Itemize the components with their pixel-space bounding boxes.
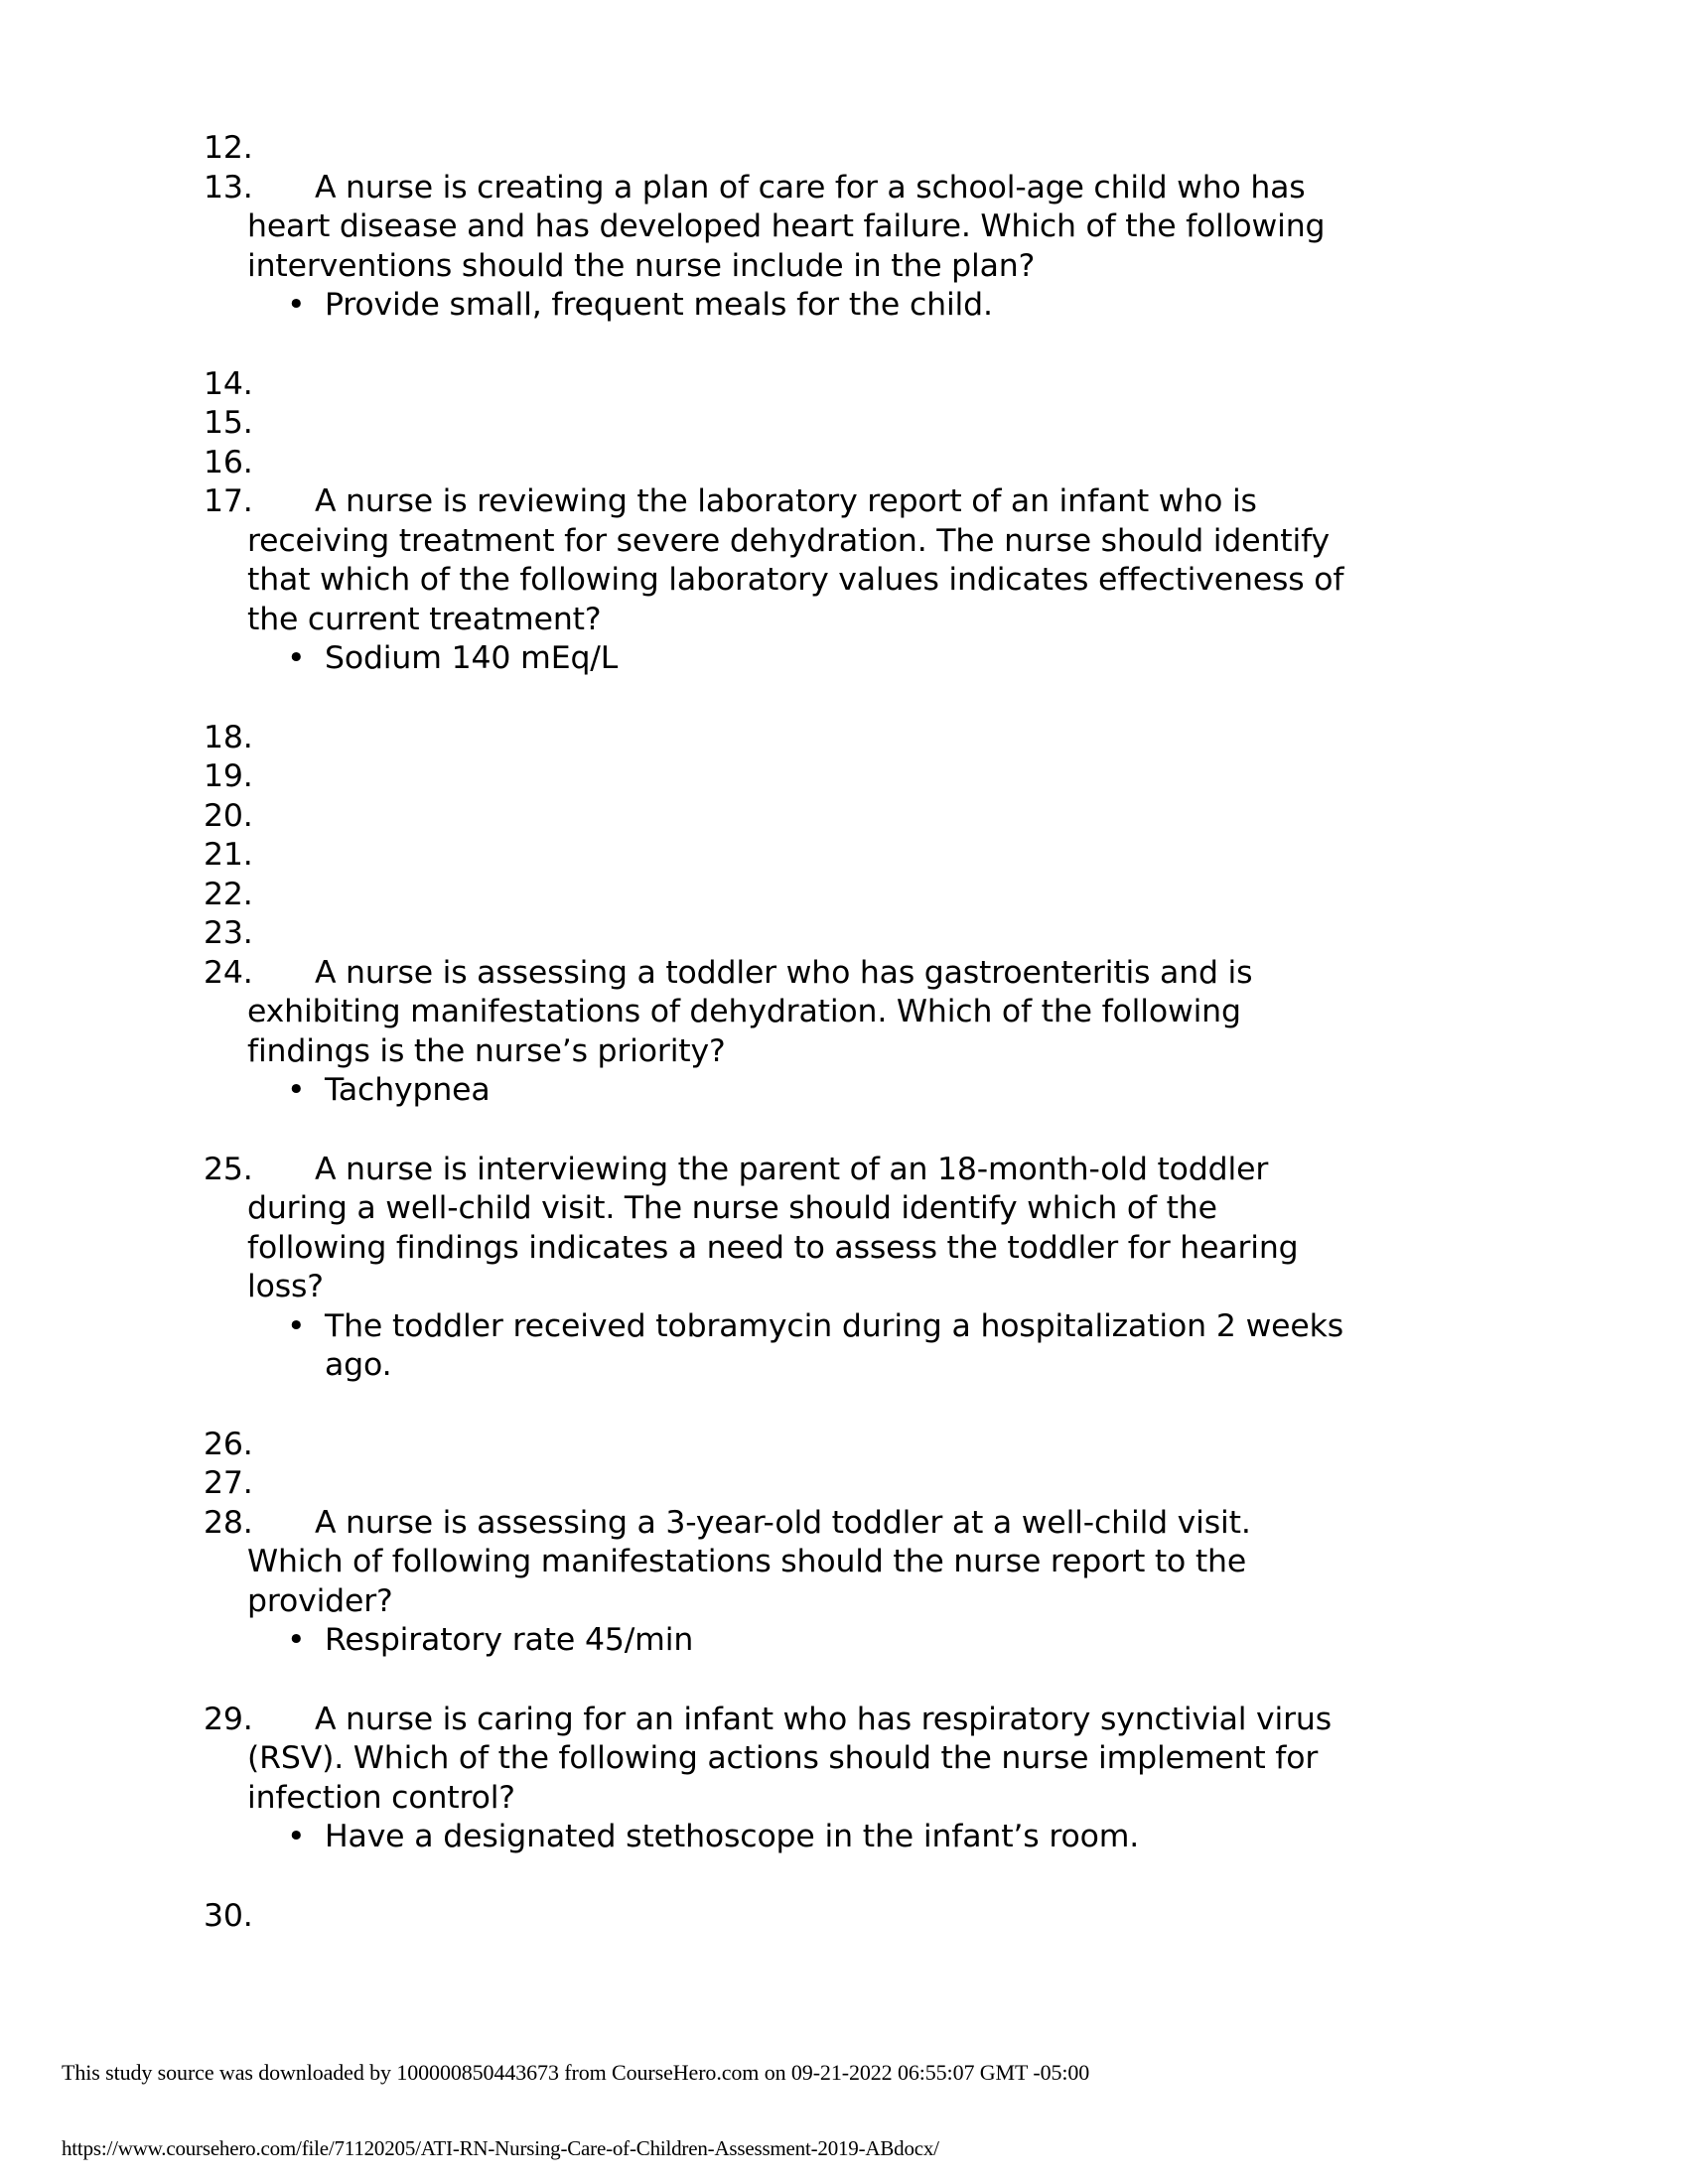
answer-text: Respiratory rate 45/min — [325, 1622, 694, 1658]
question-item — [204, 836, 1355, 876]
question-number: 22. — [204, 876, 253, 912]
question-item — [204, 876, 1355, 915]
question-number: 26. — [204, 1426, 253, 1462]
question-item — [204, 797, 1355, 837]
question-number: 18. — [204, 719, 253, 755]
answer-bullet — [247, 1307, 1355, 1386]
paragraph-spacer — [204, 1857, 1355, 1897]
question-text — [247, 365, 1355, 405]
answer-bullet — [247, 1071, 1355, 1111]
question-text — [247, 719, 1355, 758]
question-text — [247, 129, 1355, 169]
question-text — [247, 444, 1355, 483]
question-item — [204, 1464, 1355, 1504]
question-item — [204, 954, 1355, 1111]
source-url-link[interactable]: https://www.coursehero.com/file/71120205/ATI-RN-Nursing-Care-of-Children-Assessment-2019-ABdocx/ — [62, 2136, 939, 2160]
question-item — [204, 129, 1355, 169]
answer-bullet — [247, 1621, 1355, 1661]
answer-bullet — [247, 286, 1355, 326]
question-body: A nurse is interviewing the parent of an 18-month-old toddler during a well-child visit. The nurse should identify which of the following findings indicates a need to assess the toddler for hearing loss? — [247, 1151, 1309, 1304]
question-text — [247, 1464, 1355, 1504]
paragraph-spacer — [204, 326, 1355, 365]
question-item — [204, 1504, 1355, 1661]
question-number: 29. — [204, 1701, 253, 1737]
question-item — [204, 1897, 1355, 1937]
question-number: 20. — [204, 797, 253, 834]
question-body: A nurse is caring for an infant who has respiratory synctivial virus (RSV). Which of the following actions should the nurse implement for infection control? — [247, 1701, 1341, 1816]
question-item — [204, 914, 1355, 954]
question-text — [247, 1701, 1355, 1819]
answer-bullet-list — [247, 1621, 1355, 1661]
question-item — [204, 482, 1355, 679]
numbered-question-list — [204, 129, 1355, 1936]
answer-bullet-list — [247, 639, 1355, 679]
question-item — [204, 169, 1355, 326]
paragraph-spacer — [204, 1661, 1355, 1701]
question-number: 13. — [204, 169, 253, 205]
question-item — [204, 365, 1355, 405]
question-number: 19. — [204, 758, 253, 794]
answer-bullet-list — [247, 1818, 1355, 1857]
paragraph-spacer — [204, 1111, 1355, 1151]
question-item — [204, 719, 1355, 758]
download-attribution-note: This study source was downloaded by 100000850443673 from CourseHero.com on 09-21-2022 06:55:07 GMT -05:00 — [62, 2060, 1090, 2085]
answer-bullet — [247, 639, 1355, 679]
question-text — [247, 482, 1355, 639]
question-number: 27. — [204, 1465, 253, 1501]
answer-text: Provide small, frequent meals for the child. — [325, 287, 993, 323]
question-number: 23. — [204, 915, 253, 951]
question-body: A nurse is reviewing the laboratory report of an infant who is receiving treatment for severe dehydration. The nurse should identify that which of the following laboratory values indicates effectiveness of the current treatment? — [247, 483, 1353, 637]
question-body: A nurse is assessing a 3-year-old toddler at a well-child visit. Which of following manifestations should the nurse report to the provider? — [247, 1504, 1261, 1619]
question-number: 15. — [204, 405, 253, 441]
question-number: 30. — [204, 1897, 253, 1934]
answer-text: Tachypnea — [325, 1072, 491, 1108]
question-text — [247, 836, 1355, 876]
question-text — [247, 1151, 1355, 1307]
question-item — [204, 757, 1355, 797]
question-item — [204, 1151, 1355, 1386]
question-body: A nurse is assessing a toddler who has gastroenteritis and is exhibiting manifestations of dehydration. Which of the following findings is the nurse’s priority? — [247, 954, 1263, 1069]
answer-text: The toddler received tobramycin during a hospitalization 2 weeks ago. — [325, 1307, 1343, 1383]
question-text — [247, 757, 1355, 797]
question-item — [204, 404, 1355, 444]
question-number: 21. — [204, 837, 253, 873]
question-text — [247, 1504, 1355, 1622]
question-number: 28. — [204, 1504, 253, 1541]
answer-bullet-list — [247, 1307, 1355, 1386]
question-text — [247, 914, 1355, 954]
question-text — [247, 1426, 1355, 1465]
question-number: 14. — [204, 365, 253, 402]
question-number: 16. — [204, 444, 253, 480]
paragraph-spacer — [204, 1386, 1355, 1426]
question-item — [204, 444, 1355, 483]
question-item — [204, 1426, 1355, 1465]
question-number: 24. — [204, 954, 253, 991]
question-text — [247, 1897, 1355, 1937]
paragraph-spacer — [204, 679, 1355, 719]
answer-bullet — [247, 1818, 1355, 1857]
answer-bullet-list — [247, 286, 1355, 326]
question-item — [204, 1701, 1355, 1857]
answer-bullet-list — [247, 1071, 1355, 1111]
question-text — [247, 876, 1355, 915]
answer-text: Sodium 140 mEq/L — [325, 640, 619, 676]
question-body: A nurse is creating a plan of care for a school-age child who has heart disease and has developed heart failure. Which of the following interventions should the nurse include in the plan? — [247, 169, 1336, 284]
question-text — [247, 797, 1355, 837]
question-number: 17. — [204, 483, 253, 519]
question-number: 25. — [204, 1151, 253, 1187]
question-text — [247, 954, 1355, 1072]
question-number: 12. — [204, 130, 253, 166]
question-text — [247, 404, 1355, 444]
answer-text: Have a designated stethoscope in the infant’s room. — [325, 1819, 1140, 1854]
question-text — [247, 169, 1355, 287]
